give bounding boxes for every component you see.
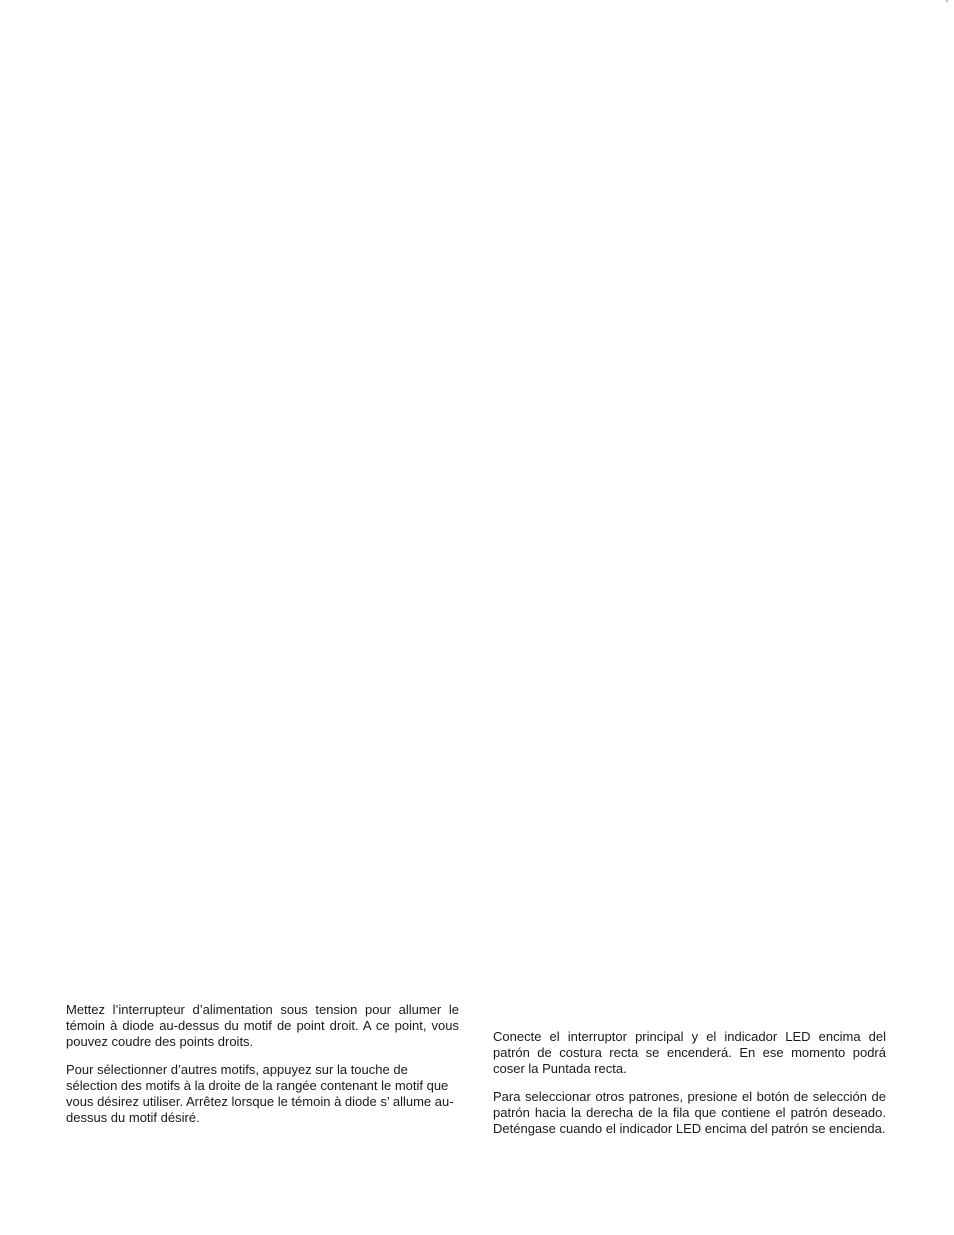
spanish-paragraph-select-pattern: Para seleccionar otros patrones, presione el botón de selección de patrón hacia la derecha de la fila que contiene el patrón deseado. Deténgase cuando el indicador LED encima del patrón se encienda.: [493, 1089, 886, 1136]
corner-mark: [946, 0, 948, 2]
spanish-paragraph-power-on: Conecte el interruptor principal y el indicador LED encima del patrón de costura recta se encenderá. En ese momento podrá coser la Puntada recta.: [493, 1029, 886, 1076]
spanish-text-column: [493, 1029, 886, 1149]
french-paragraph-select-pattern: Pour sélectionner d’autres motifs, appuyez sur la touche de sélection des motifs à la droite de la rangée contenant le motif que vous désirez utiliser. Arrêtez lorsque le témoin à diode s’ allume au-dessus du motif désiré.: [66, 1062, 454, 1125]
french-text-column: [66, 1002, 459, 1138]
french-paragraph-power-on: Mettez l’interrupteur d’alimentation sous tension pour allumer le témoin à diode au-dessus du motif de point droit. A ce point, vous pouvez coudre des points droits.: [66, 1002, 459, 1049]
